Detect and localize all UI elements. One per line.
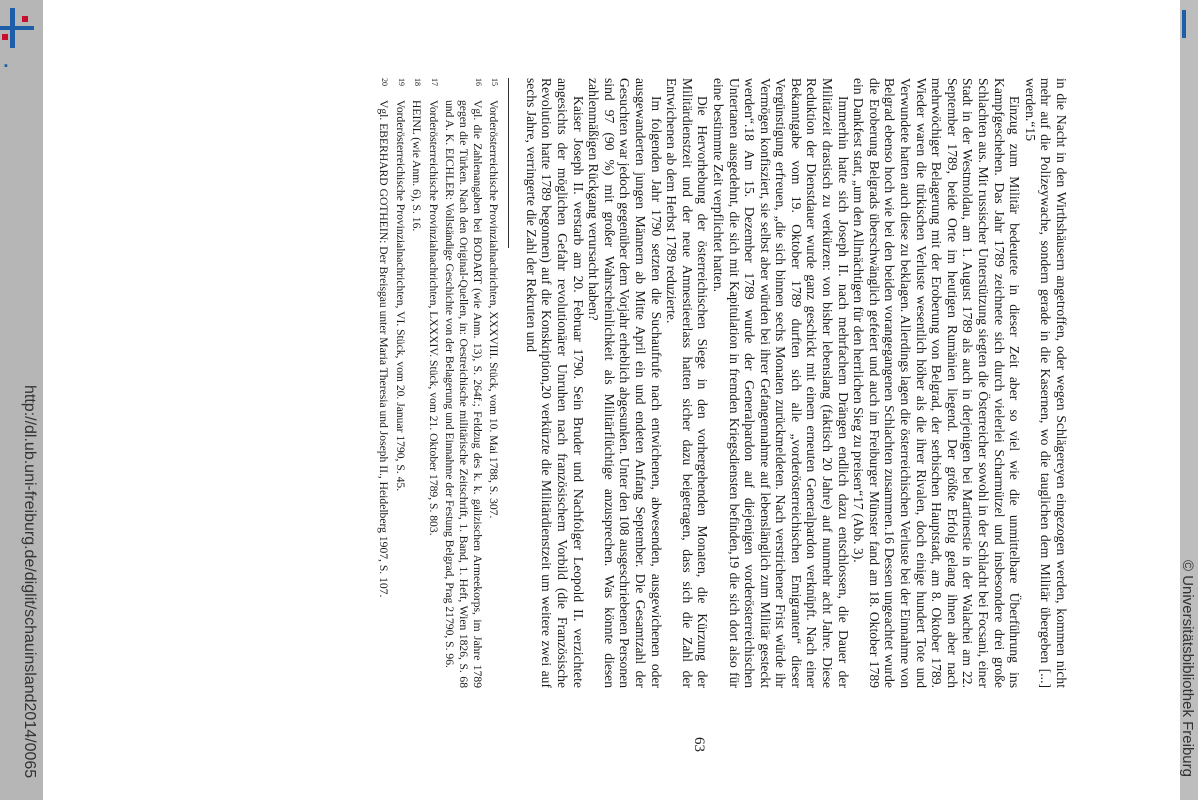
logo-fragment-icon: ▪ xyxy=(4,60,8,72)
footnote xyxy=(426,78,440,688)
footnote xyxy=(487,78,501,688)
body-paragraph: Einzug zum Militär bedeutete in dieser Zeit aber so viel wie die unmittelbare Überführung ins Kampfgeschehen. Das Jahr 1789 zeichnete sich durch vielerlei Scharmützel und insbesondere drei große Schlachten aus. Mit russischer Unterstützung siegten die Österreicher sowohl in der Schlacht bei Focsani, einer Stadt in der Westmoldau, am 1. August 1789 als auch in derjenigen bei Martinestie in der Walachei am 22. September 1789, beide Orte im heutigen Rumänien liegend. Der größte Erfolg gelang ihnen aber nach mehrwöchiger Belagerung mit der Eroberung von Belgrad, der serbischen Hauptstadt, am 8. Oktober 1789. Wieder waren die türkischen Verluste wesentlich höher als die ihrer Rivalen, doch einige hundert Tote und Verwundete hatten auch diese zu beklagen. Allerdings lagen die österreichischen Verluste bei der Einnahme von Belgrad ebenso hoch wie bei den beiden vorangegangenen Schlachten zusammen.16 Dessen ungeachtet wurde die Eroberung Belgrads überschwänglich gefeiert und auch im Freiburger Münster fand am 18. Oktober 1789 ein Dankfest statt, „um den Allmächtigen für den herrlichen Sieg zu preisen“17 (Abb. 3). xyxy=(851,78,1023,688)
footnote-number: 20 xyxy=(380,78,390,86)
body-paragraph: Kaiser Joseph II. verstarb am 20. Februar 1790. Sein Bruder und Nachfolger Leopold II. verzichtete angesichts der möglichen Gefahr revolutionärer Unruhen nach französischem Vorbild (die Französische Revolution hatte 1789 begonnen) auf die Konskription,20 verkürzte die Militärdienstzeit um weitere zwei auf sechs Jahre, verringerte die Zahl der Rekruten und xyxy=(523,78,586,688)
footnote-number: 19 xyxy=(396,78,406,86)
footnote-number: 16 xyxy=(473,78,483,86)
footnote-number: 15 xyxy=(490,78,500,86)
page-text-block xyxy=(149,78,1069,688)
body-paragraph: Im folgenden Jahr 1790 setzten die Suchaufrufe nach entwichenen, abwesenden, ausgewichenen oder ausgewanderten jungen Männern ab Mitte April ein und endeten Anfang September. Die Gesamtzahl der Gesuchten war jedoch gegenüber dem Vorjahr erheblich abgesunken. Unter den 108 ausgeschriebenen Personen sind 97 (90 %) mit großer Wahrscheinlichkeit als Militärflüchtige anzusprechen. Was könnte diesen zahlenmäßigen Rückgang verursacht haben? xyxy=(586,78,664,688)
page-number: 63 xyxy=(691,737,707,752)
footnote xyxy=(410,78,424,688)
footnote xyxy=(443,78,484,688)
footnote xyxy=(393,78,407,688)
footnote-text: Vgl. die Zahlenangaben bei BODART (wie Anm. 13), S. 264f.; Feldzug des k. k. galizischen Armeekorps, im Jahre 1789 gegen die Türken. Nach den Original-Quellen, in: Oestreichische militärische Zeitschrift, 1. Band, 1. Heft, Wien 1826, S. 68 und A. K. EICHLER: Vollständige Geschichte von der Belagerung und Einnahme der Festung Belgrad, Prag 21790, S. 96. xyxy=(443,100,484,688)
document-url[interactable]: http://dl.ub.uni-freiburg.de/diglit/schauinsland2014/0065 xyxy=(21,385,38,779)
footnote-number: 17 xyxy=(429,78,439,86)
footnote-text: Vorderösterreichische Provinzialnachrichten, VI. Stück, vom 20. Januar 1790, S. 45. xyxy=(393,100,407,492)
copyright-notice: © Universitätsbibliothek Freiburg xyxy=(1179,560,1196,777)
body-paragraph: in die Nacht in den Wirthshäusern angetroffen, oder wegen Schlägereyen eingezogen werden, kommen nicht mehr auf die Polizeywache, sondern gerade in die Kasernen, wo die tauglichen dem Militär übergeben [...] werden.“15 xyxy=(1022,78,1069,688)
body-paragraph: Immerhin hatte sich Joseph II. nach mehrfachem Drängen endlich dazu entschlossen, die Dauer der Militärzeit drastisch zu verkürzen: von bisher lebenslang (faktisch 20 Jahre) auf nunmehr acht Jahre. Diese Reduktion der Dienstdauer wurde ganz geschickt mit einem erneuten Generalpardon verknüpft. Nach einer Bekanntgabe vom 19. Oktober 1789 durften sich alle „vorderösterreichischen Emigranten“ dieser Vergünstigung erfreuen, „die sich binnen sechs Monaten zurückmeldeten. Nach verstrichener Frist würde ihr Vermögen konfisziert, sie selbst aber würden bei ihrer Gefangennahme auf lebenslänglich zum Militär gesteckt werden“.18 Am 15. Dezember 1789 wurde der Generalpardon auf diejenigen vorderösterreichischen Untertanen ausgedehnt, die sich mit Kapitulation in fremden Kriegsdiensten befinden,19 die sich dort also für eine bestimmte Zeit verpflichtet hatten. xyxy=(710,78,851,688)
body-paragraph: Die Hervorhebung der österreichischen Siege in den vorhergehenden Monaten, die Kürzung der Militärdienstzeit und der neue Amnestieerlass hatten sicher dazu beigetragen, dass sich die Zahl der Entwichenen ab dem Herbst 1789 reduzierte. xyxy=(664,78,711,688)
footnotes xyxy=(376,78,500,688)
logo-edge-icon xyxy=(1182,10,1186,38)
footnote xyxy=(376,78,390,688)
footnote-text: Vgl. EBERHARD GOTHEIN: Der Breisgau unter Maria Theresia und Joseph II., Heidelberg 1907, S. 107. xyxy=(377,100,391,598)
footnote-divider xyxy=(508,78,509,248)
body-text xyxy=(523,78,1069,688)
footnote-number: 18 xyxy=(413,78,423,86)
footnote-text: Vorderösterreichische Provinzialnachrichten, LXXXIV. Stück, vom 21. Oktober 1789, S. 803. xyxy=(426,100,440,536)
footnote-text: Vorderösterreichische Provinzialnachrichten, XXXVIII. Stück, vom 10. Mai 1788, S. 307. xyxy=(487,100,501,519)
footnote-text: HEINL (wie Anm. 6), S. 16. xyxy=(410,100,424,232)
library-logo-icon xyxy=(0,8,36,48)
